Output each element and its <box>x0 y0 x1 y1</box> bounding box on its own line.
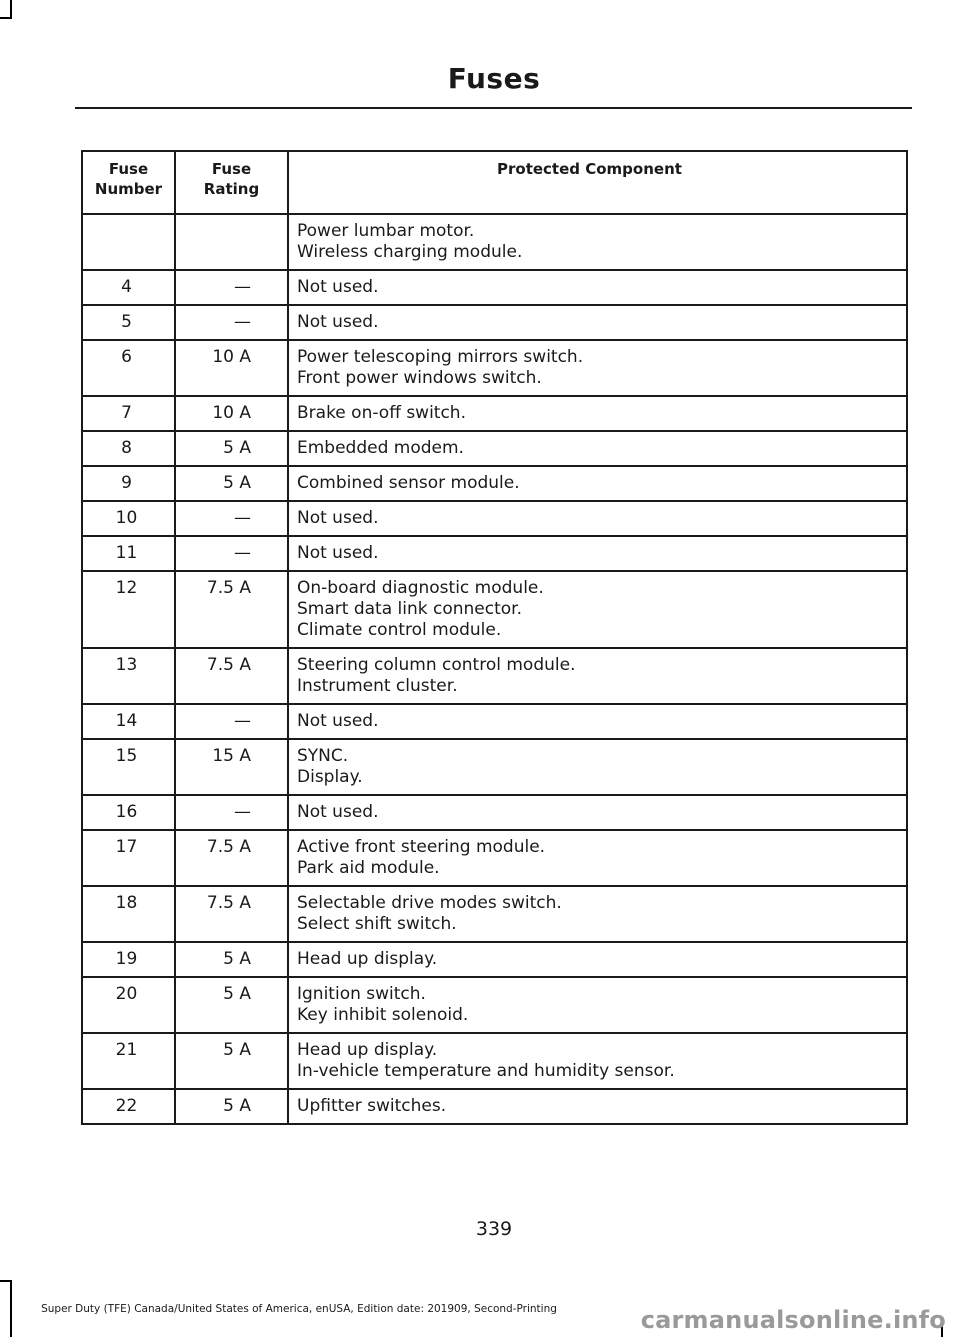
fuse-table <box>81 150 908 1125</box>
edition-footer: Super Duty (TFE) Canada/United States of America, enUSA, Edition date: 201909, Second-Printing <box>41 1303 557 1315</box>
fuse-number-cell: 16 <box>82 795 175 830</box>
fuse-number-cell: 12 <box>82 571 175 648</box>
fuse-rating-cell: 7.5 A <box>175 648 288 704</box>
table-row <box>82 942 907 977</box>
table-row <box>82 501 907 536</box>
component-line: Park aid module. <box>297 858 440 878</box>
protected-component-cell <box>288 214 907 270</box>
component-line: Head up display. <box>297 1040 438 1060</box>
component-line: Selectable drive modes switch. <box>297 893 562 913</box>
header-fuse-rating-line-2: Rating <box>203 180 260 198</box>
component-line: Not used. <box>297 711 379 731</box>
table-row <box>82 1089 907 1124</box>
table-row <box>82 704 907 739</box>
fuse-rating-cell: 5 A <box>175 942 288 977</box>
component-line: Display. <box>297 767 363 787</box>
component-line: Not used. <box>297 508 379 528</box>
component-line: Instrument cluster. <box>297 676 458 696</box>
page-number: 339 <box>475 1218 513 1240</box>
page-title: Fuses <box>447 62 541 95</box>
fuse-table-body <box>82 214 907 1124</box>
component-line: Key inhibit solenoid. <box>297 1005 469 1025</box>
fuse-rating-cell: 7.5 A <box>175 886 288 942</box>
fuse-rating-cell <box>175 214 288 270</box>
fuse-number-cell: 17 <box>82 830 175 886</box>
component-line: Head up display. <box>297 949 438 969</box>
fuse-number-cell: 4 <box>82 270 175 305</box>
fuse-rating-cell: — <box>175 795 288 830</box>
fuse-number-cell <box>82 214 175 270</box>
fuse-rating-cell: — <box>175 305 288 340</box>
component-line: Embedded modem. <box>297 438 464 458</box>
component-line: Brake on-off switch. <box>297 403 466 423</box>
protected-component-cell <box>288 536 907 571</box>
table-row <box>82 305 907 340</box>
component-line: Power telescoping mirrors switch. <box>297 347 584 367</box>
protected-component-cell <box>288 1089 907 1124</box>
fuse-number-cell: 22 <box>82 1089 175 1124</box>
crop-mark-bottom-left-h <box>0 1280 12 1282</box>
table-row <box>82 648 907 704</box>
table-row <box>82 431 907 466</box>
protected-component-cell <box>288 1033 907 1089</box>
fuse-rating-cell: 5 A <box>175 1089 288 1124</box>
component-line: Steering column control module. <box>297 655 576 675</box>
fuse-rating-cell: — <box>175 501 288 536</box>
fuse-rating-cell: — <box>175 536 288 571</box>
component-line: Select shift switch. <box>297 914 457 934</box>
component-line: Upfitter switches. <box>297 1096 447 1116</box>
title-rule <box>75 107 912 109</box>
fuse-rating-cell: — <box>175 270 288 305</box>
protected-component-cell <box>288 739 907 795</box>
crop-mark-top-left-h <box>0 17 12 19</box>
table-row <box>82 340 907 396</box>
fuse-rating-cell: 5 A <box>175 977 288 1033</box>
protected-component-cell <box>288 571 907 648</box>
fuse-number-cell: 19 <box>82 942 175 977</box>
table-header-row <box>82 151 907 214</box>
fuse-rating-cell: — <box>175 704 288 739</box>
component-line: Not used. <box>297 802 379 822</box>
component-line: Front power windows switch. <box>297 368 542 388</box>
component-line: Not used. <box>297 312 379 332</box>
fuse-number-cell: 10 <box>82 501 175 536</box>
protected-component-cell <box>288 396 907 431</box>
fuse-rating-cell: 10 A <box>175 340 288 396</box>
fuse-number-cell: 13 <box>82 648 175 704</box>
protected-component-cell <box>288 648 907 704</box>
table-row <box>82 977 907 1033</box>
component-line: Wireless charging module. <box>297 242 523 262</box>
fuse-rating-cell: 7.5 A <box>175 830 288 886</box>
table-row <box>82 571 907 648</box>
protected-component-cell <box>288 305 907 340</box>
header-fuse-number-line-1: Fuse <box>108 160 149 178</box>
component-line: Not used. <box>297 543 379 563</box>
fuse-number-cell: 21 <box>82 1033 175 1089</box>
fuse-number-cell: 6 <box>82 340 175 396</box>
table-row <box>82 739 907 795</box>
protected-component-cell <box>288 942 907 977</box>
crop-mark-top-left-v <box>10 0 12 18</box>
table-row <box>82 270 907 305</box>
protected-component-cell <box>288 340 907 396</box>
fuse-rating-cell: 15 A <box>175 739 288 795</box>
table-row <box>82 466 907 501</box>
fuse-number-cell: 14 <box>82 704 175 739</box>
fuse-rating-cell: 10 A <box>175 396 288 431</box>
fuse-rating-cell: 5 A <box>175 1033 288 1089</box>
protected-component-cell <box>288 886 907 942</box>
protected-component-cell <box>288 704 907 739</box>
fuse-rating-cell: 7.5 A <box>175 571 288 648</box>
fuse-number-cell: 8 <box>82 431 175 466</box>
protected-component-cell <box>288 466 907 501</box>
fuse-rating-cell: 5 A <box>175 466 288 501</box>
protected-component-cell <box>288 501 907 536</box>
protected-component-cell <box>288 270 907 305</box>
header-fuse-rating-line-1: Fuse <box>211 160 252 178</box>
fuse-number-cell: 5 <box>82 305 175 340</box>
table-row <box>82 214 907 270</box>
table-row <box>82 886 907 942</box>
table-row <box>82 536 907 571</box>
fuse-number-cell: 11 <box>82 536 175 571</box>
fuse-rating-cell: 5 A <box>175 431 288 466</box>
component-line: Ignition switch. <box>297 984 426 1004</box>
fuse-number-cell: 18 <box>82 886 175 942</box>
table-row <box>82 830 907 886</box>
protected-component-cell <box>288 830 907 886</box>
component-line: Active front steering module. <box>297 837 546 857</box>
fuse-number-cell: 20 <box>82 977 175 1033</box>
header-protected-component: Protected Component <box>288 151 907 214</box>
fuse-number-cell: 9 <box>82 466 175 501</box>
protected-component-cell <box>288 795 907 830</box>
header-fuse-number-line-2: Number <box>94 180 163 198</box>
component-line: Climate control module. <box>297 620 502 640</box>
protected-component-cell <box>288 431 907 466</box>
fuse-number-cell: 7 <box>82 396 175 431</box>
component-line: SYNC. <box>297 746 349 766</box>
component-line: Smart data link connector. <box>297 599 522 619</box>
component-line: On-board diagnostic module. <box>297 578 544 598</box>
table-row <box>82 1033 907 1089</box>
header-fuse-rating <box>175 151 288 214</box>
protected-component-cell <box>288 977 907 1033</box>
fuse-number-cell: 15 <box>82 739 175 795</box>
table-row <box>82 396 907 431</box>
header-fuse-number <box>82 151 175 214</box>
table-row <box>82 795 907 830</box>
component-line: In-vehicle temperature and humidity sensor. <box>297 1061 675 1081</box>
component-line: Power lumbar motor. <box>297 221 475 241</box>
watermark: carmanualsonline.info <box>640 1306 946 1334</box>
component-line: Combined sensor module. <box>297 473 520 493</box>
component-line: Not used. <box>297 277 379 297</box>
